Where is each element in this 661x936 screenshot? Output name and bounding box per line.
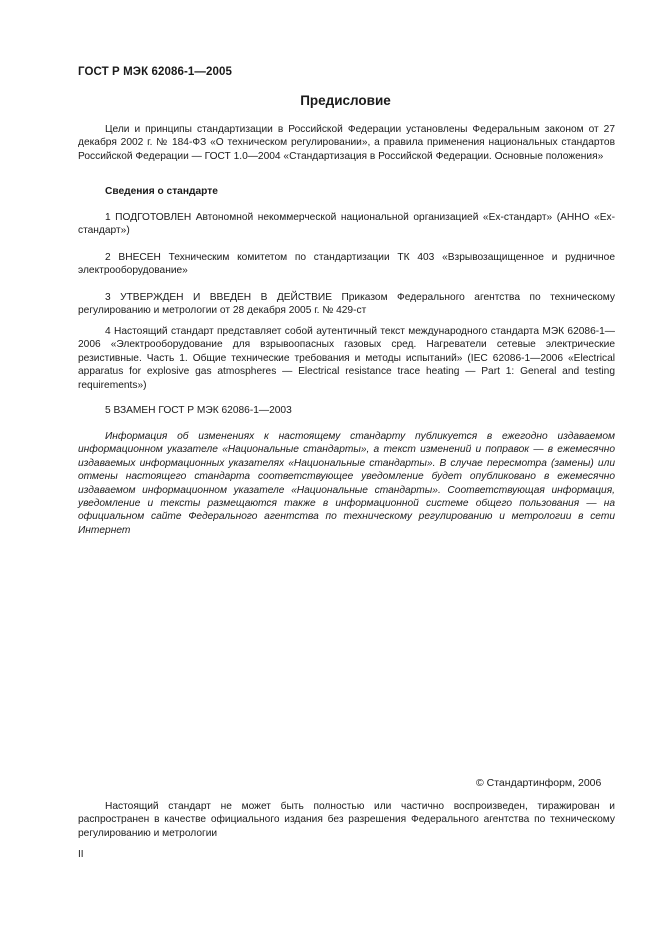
list-item: 1 ПОДГОТОВЛЕН Автономной некоммерческой национальной организацией «Ех-стандарт» (АННО «Ех-стандарт») <box>78 212 615 237</box>
footer-note: Настоящий стандарт не может быть полностью или частично воспроизведен, тиражирован и распространен в качестве официального издания без разрешения Федерального агентства по техническому регулированию и метрологии <box>78 801 615 839</box>
list-item: 4 Настоящий стандарт представляет собой аутентичный текст международного стандарта МЭК 62086-1—2006 «Электрооборудование для взрывоопасных газовых сред. Нагреватели сетевые электрические резистивные. Часть 1. Общие технические требования и методы испытаний» (IEC 62086-1—2006 «Electrical apparatus for explosive gas atmospheres — Electrical resistance trace heating — Part 1: General and testing requirements») <box>78 326 615 391</box>
intro-paragraph: Цели и принципы стандартизации в Российской Федерации установлены Федеральным законом от 27 декабря 2002 г. № 184-ФЗ «О техническом регулировании», а правила применения национальных стандартов Российской Федерации — ГОСТ 1.0—2004 «Стандартизация в Российской Федерации. Основные положения» <box>78 124 615 162</box>
info-note: Информация об изменениях к настоящему стандарту публикуется в ежегодно издаваемом информационном указателе «Национальные стандарты», а текст изменений и поправок — в ежемесячно издаваемых информационных указателях «Национальные стандарты». В случае пересмотра (замены) или отмены настоящего стандарта соответствующее уведомление будет опубликовано в ежемесячно издаваемом информационном указателе «Национальные стандарты». Соответствующая информация, уведомление и тексты размещаются также в информационной системе общего пользования — на официальном сайте Федерального агентства по техническому регулированию и метрологии в сети Интернет <box>78 431 615 536</box>
list-item: 2 ВНЕСЕН Техническим комитетом по стандартизации ТК 403 «Взрывозащищенное и рудничное электрооборудование» <box>78 252 615 277</box>
document-header: ГОСТ Р МЭК 62086-1—2005 <box>78 66 232 78</box>
copyright: © Стандартинформ, 2006 <box>476 777 602 789</box>
list-item: 3 УТВЕРЖДЕН И ВВЕДЕН В ДЕЙСТВИЕ Приказом Федерального агентства по техническому регулированию и метрологии от 28 декабря 2005 г. № 429-ст <box>78 292 615 317</box>
section-heading: Сведения о стандарте <box>105 186 218 197</box>
list-item: 5 ВЗАМЕН ГОСТ Р МЭК 62086-1—2003 <box>105 405 292 416</box>
page-number: II <box>78 849 84 860</box>
page-title: Предисловие <box>300 93 391 108</box>
